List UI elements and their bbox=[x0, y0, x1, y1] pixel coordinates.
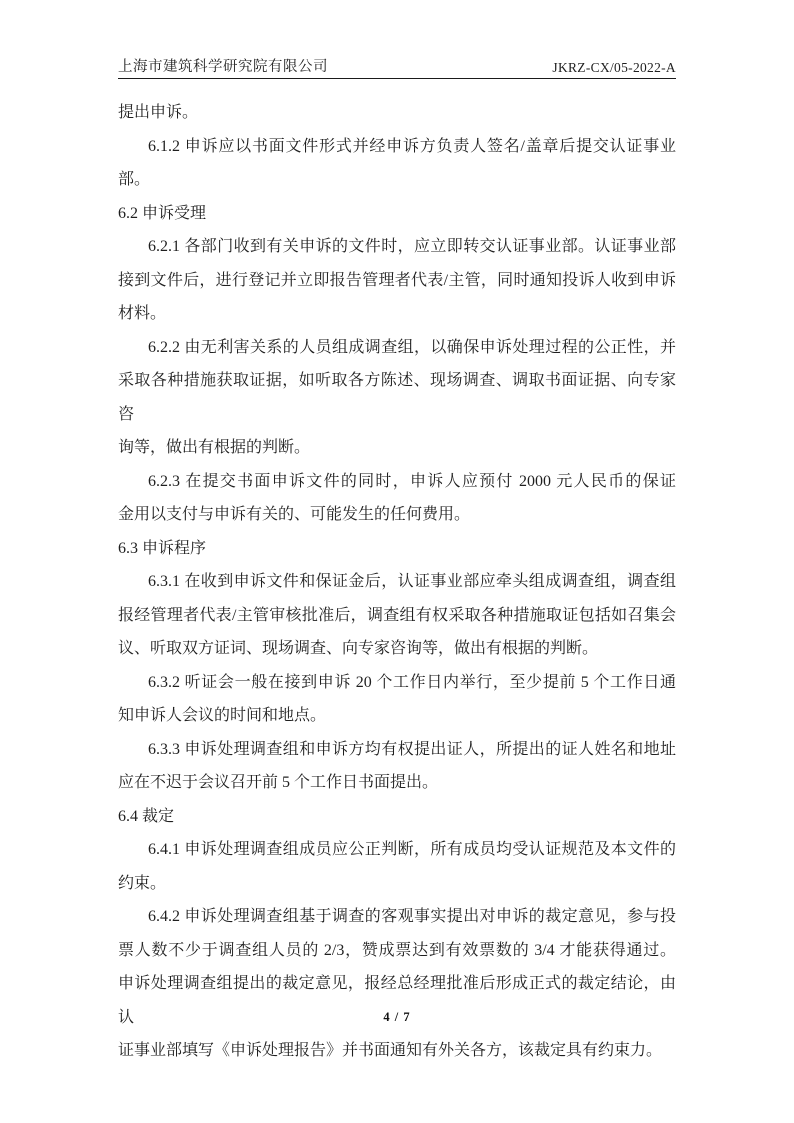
paragraph-line: 知申诉人会议的时间和地点。 bbox=[118, 707, 327, 724]
section-heading-line: 6.4 裁定 bbox=[118, 807, 175, 825]
paragraph-line: 6.2.2 由无利害关系的人员组成调查组，以确保申诉处理过程的公正性，并 bbox=[148, 338, 676, 356]
paragraph-line: 6.4.2 申诉处理调查组基于调查的客观事实提出对申诉的裁定意见，参与投 bbox=[148, 908, 676, 925]
paragraph-line: 约束。 bbox=[118, 874, 167, 892]
section-heading-line: 6.2 申诉受理 bbox=[118, 204, 207, 222]
page-footer bbox=[0, 1010, 794, 1025]
paragraph-line: 金用以支付与申诉有关的、可能发生的任何费用。 bbox=[118, 506, 471, 523]
paragraph-line: 6.2.3 在提交书面申诉文件的同时，申诉人应预付 2000 元人民币的保证 bbox=[148, 472, 676, 490]
paragraph-line: 议、听取双方证词、现场调查、向专家咨询等，做出有根据的判断。 bbox=[118, 640, 599, 657]
page-number: 4 / 7 bbox=[383, 1010, 411, 1024]
paragraph-line: 票人数不少于调查组人员的 2/3，赞成票达到有效票数的 3/4 才能获得通过。 bbox=[118, 941, 676, 959]
company-name: 上海市建筑科学研究院有限公司 bbox=[118, 59, 328, 75]
document-body bbox=[118, 96, 676, 1068]
page-header bbox=[118, 46, 676, 82]
paragraph-line: 应在不迟于会议召开前 5 个工作日书面提出。 bbox=[118, 774, 439, 791]
section-heading-line: 6.3 申诉程序 bbox=[118, 539, 207, 557]
paragraph-line: 报经管理者代表/主管审核批准后，调查组有权采取各种措施取证包括如召集会 bbox=[118, 606, 676, 624]
paragraph-line: 6.4.1 申诉处理调查组成员应公正判断，所有成员均受认证规范及本文件的 bbox=[148, 841, 676, 858]
paragraph-line: 6.3.1 在收到申诉文件和保证金后，认证事业部应牵头组成调查组，调查组 bbox=[148, 573, 676, 590]
document-code: JKRZ-CX/05-2022-A bbox=[552, 60, 676, 75]
paragraph-line: 6.2.1 各部门收到有关申诉的文件时，应立即转交认证事业部。认证事业部 bbox=[148, 238, 676, 255]
header-rule bbox=[118, 78, 676, 79]
paragraph-line: 部。 bbox=[118, 171, 151, 188]
paragraph-line: 6.3.3 申诉处理调查组和申诉方均有权提出证人，所提出的证人姓名和地址 bbox=[148, 740, 676, 758]
paragraph-line: 证事业部填写《申诉处理报告》并书面通知有外关各方，该裁定具有约束力。 bbox=[118, 1042, 663, 1059]
paragraph-line: 6.3.2 听证会一般在接到申诉 20 个工作日内举行，至少提前 5 个工作日通 bbox=[148, 673, 676, 691]
paragraph-line: 提出申诉。 bbox=[118, 104, 199, 121]
paragraph-line: 申诉处理调查组提出的裁定意见，报经总经理批准后形成正式的裁定结论，由认 bbox=[118, 975, 676, 1026]
paragraph-line: 采取各种措施获取证据，如听取各方陈述、现场调查、调取书面证据、向专家咨 bbox=[118, 372, 676, 423]
paragraph-line: 接到文件后，进行登记并立即报告管理者代表/主管，同时通知投诉人收到申诉 bbox=[118, 271, 676, 289]
paragraph-line: 6.1.2 申诉应以书面文件形式并经申诉方负责人签名/盖章后提交认证事业 bbox=[148, 137, 676, 155]
paragraph-line: 材料。 bbox=[118, 305, 167, 322]
paragraph-line: 询等，做出有根据的判断。 bbox=[118, 439, 311, 456]
